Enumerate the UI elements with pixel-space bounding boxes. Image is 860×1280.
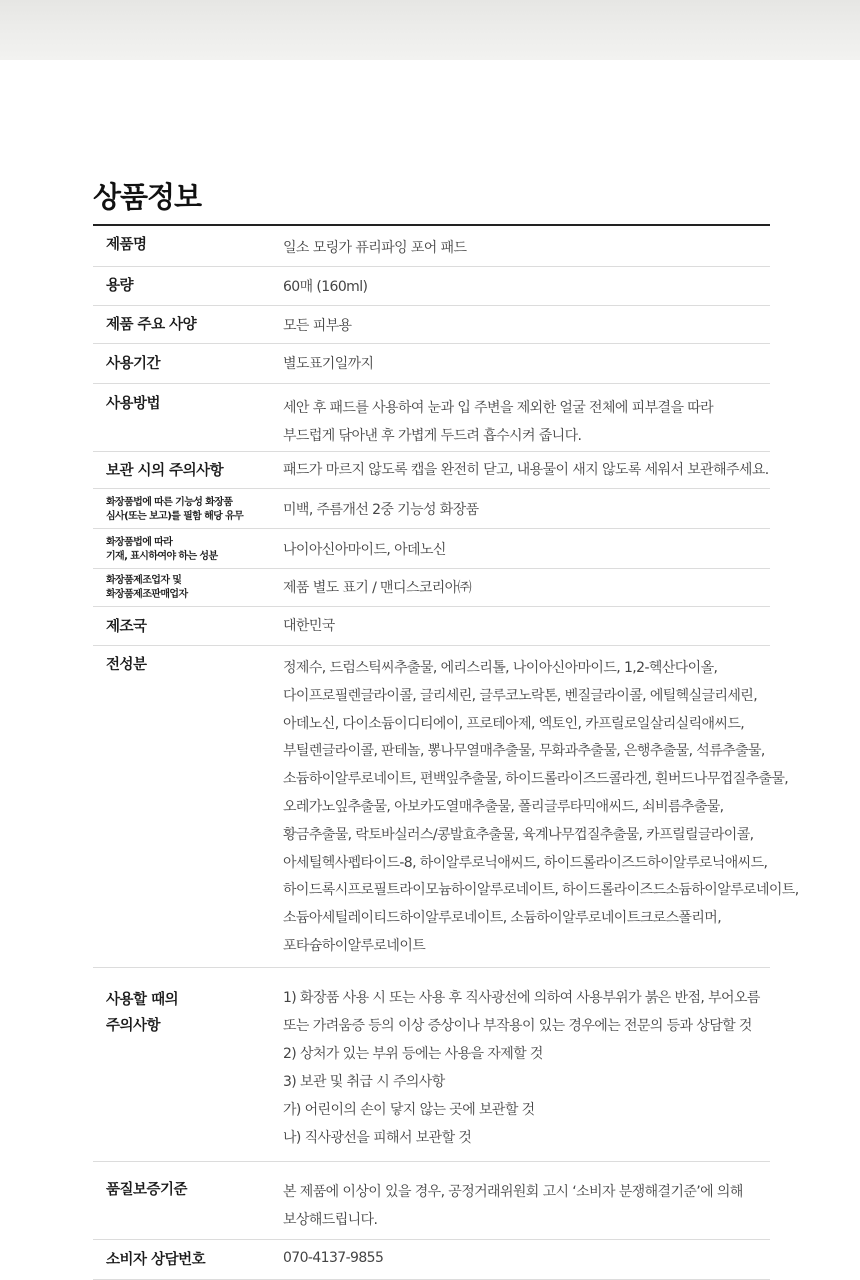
info-value bbox=[283, 529, 770, 568]
info-label bbox=[93, 452, 283, 488]
info-value-line: 070-4137-9855 bbox=[283, 1250, 384, 1266]
info-label bbox=[93, 267, 283, 305]
info-row bbox=[93, 489, 770, 529]
info-label-line: 기재, 표시하여야 하는 성분 bbox=[106, 551, 218, 562]
info-value-line: 다이프로필렌글라이콜, 글리세린, 글루코노락톤, 벤질글라이콜, 에틸헥실글리세린, bbox=[283, 687, 758, 704]
info-label-line: 화장품제조업자 및 bbox=[106, 575, 182, 586]
info-value-line: 부틸렌글라이콜, 판테놀, 뽕나무열매추출물, 무화과추출물, 은행추출물, 석류추출물, bbox=[283, 743, 765, 760]
info-value-line: 가) 어린이의 손이 닿지 않는 곳에 보관할 것 bbox=[283, 1102, 535, 1118]
info-value-line: 3) 보관 및 취급 시 주의사항 bbox=[283, 1074, 445, 1090]
info-row bbox=[93, 384, 770, 452]
info-label-line: 주의사항 bbox=[106, 1018, 161, 1034]
info-label bbox=[93, 489, 283, 528]
info-label-line: 보관 시의 주의사항 bbox=[106, 463, 224, 479]
product-info-table bbox=[93, 224, 799, 1280]
info-value bbox=[283, 1240, 770, 1279]
info-value-line: 본 제품에 이상이 있을 경우, 공정거래위원회 고시 ‘소비자 분쟁해결기준’에 의해 bbox=[283, 1184, 743, 1200]
info-label-line: 사용방법 bbox=[106, 396, 161, 412]
info-row bbox=[93, 529, 770, 569]
info-value bbox=[283, 646, 799, 967]
info-value-line: 부드럽게 닦아낸 후 가볍게 두드려 흡수시켜 줍니다. bbox=[283, 428, 582, 444]
info-value bbox=[283, 384, 770, 451]
page-title: 상품정보 bbox=[93, 180, 202, 214]
info-label-line: 제품 주요 사양 bbox=[106, 317, 197, 333]
info-value-line: 제품 별도 표기 / 맨디스코리아㈜ bbox=[283, 580, 472, 596]
info-value bbox=[283, 968, 770, 1161]
info-value bbox=[283, 452, 770, 488]
info-label-line: 사용할 때의 bbox=[106, 992, 179, 1008]
info-value-line: 오레가노잎추출물, 아보카도열매추출물, 폴리글루타믹애씨드, 쇠비름추출물, bbox=[283, 798, 724, 815]
info-row bbox=[93, 1240, 770, 1280]
info-value-line: 아세틸헥사펩타이드-8, 하이알루로닉애씨드, 하이드롤라이즈드하이알루로닉애씨드, bbox=[283, 854, 768, 871]
info-label bbox=[93, 1240, 283, 1279]
info-row bbox=[93, 646, 799, 968]
info-value bbox=[283, 267, 770, 305]
info-value-line: 60매 (160ml) bbox=[283, 279, 368, 295]
info-label bbox=[93, 569, 283, 606]
info-label-line: 제품명 bbox=[106, 237, 147, 253]
info-label-line: 심사(또는 보고)를 필함 해당 유무 bbox=[106, 511, 244, 522]
info-row bbox=[93, 1162, 770, 1240]
info-label bbox=[93, 646, 283, 967]
info-value bbox=[283, 489, 770, 528]
info-value bbox=[283, 226, 770, 266]
info-value-line: 또는 가려움증 등의 이상 증상이나 부작용이 있는 경우에는 전문의 등과 상담할 것 bbox=[283, 1018, 752, 1034]
info-label-line: 사용기간 bbox=[106, 356, 161, 372]
info-value-line: 세안 후 패드를 사용하여 눈과 입 주변을 제외한 얼굴 전체에 피부결을 따라 bbox=[283, 400, 714, 416]
info-value-line: 소듐아세틸레이티드하이알루로네이트, 소듐하이알루로네이트크로스폴리머, bbox=[283, 910, 722, 927]
info-label bbox=[93, 306, 283, 343]
info-label bbox=[93, 384, 283, 451]
info-row bbox=[93, 968, 770, 1162]
top-banner-strip bbox=[0, 0, 860, 60]
info-label-line: 화장품법에 따라 bbox=[106, 537, 173, 548]
info-value-line: 미백, 주름개선 2중 기능성 화장품 bbox=[283, 502, 479, 518]
info-label-line: 제조국 bbox=[106, 619, 147, 635]
info-row bbox=[93, 344, 770, 384]
info-value-line: 정제수, 드럼스틱씨추출물, 에리스리톨, 나이아신아마이드, 1,2-헥산다이올, bbox=[283, 660, 718, 676]
info-value bbox=[283, 1162, 770, 1239]
info-value-line: 별도표기일까지 bbox=[283, 356, 374, 372]
info-value bbox=[283, 607, 770, 645]
info-row bbox=[93, 569, 770, 607]
info-value-line: 보상해드립니다. bbox=[283, 1212, 378, 1228]
info-value-line: 일소 모링가 퓨리파잉 포어 패드 bbox=[283, 240, 467, 256]
info-label-line: 전성분 bbox=[106, 657, 147, 673]
info-row bbox=[93, 607, 770, 646]
info-value-line: 대한민국 bbox=[283, 618, 335, 634]
info-label-line: 화장품제조판매업자 bbox=[106, 589, 188, 600]
info-label bbox=[93, 226, 283, 266]
info-row bbox=[93, 452, 770, 489]
info-value bbox=[283, 306, 770, 343]
info-value-line: 나) 직사광선을 피해서 보관할 것 bbox=[283, 1130, 472, 1146]
info-label bbox=[93, 968, 283, 1161]
info-label bbox=[93, 1162, 283, 1239]
info-label-line: 소비자 상담번호 bbox=[106, 1252, 206, 1268]
info-row bbox=[93, 226, 770, 267]
info-value-line: 패드가 마르지 않도록 캡을 완전히 닫고, 내용물이 새지 않도록 세워서 보관해주세요. bbox=[283, 462, 769, 478]
info-value-line: 하이드록시프로필트라이모늄하이알루로네이트, 하이드롤라이즈드소듐하이알루로네이트, bbox=[283, 882, 799, 899]
info-label bbox=[93, 529, 283, 568]
info-value bbox=[283, 569, 770, 606]
info-value-line: 나이아신아마이드, 아데노신 bbox=[283, 542, 446, 558]
info-label-line: 화장품법에 따른 기능성 화장품 bbox=[106, 497, 233, 508]
info-value-line: 포타슘하이알루로네이트 bbox=[283, 937, 426, 954]
info-row bbox=[93, 306, 770, 344]
info-label-line: 품질보증기준 bbox=[106, 1182, 188, 1198]
info-value-line: 황금추출물, 락토바실러스/콩발효추출물, 육계나무껍질추출물, 카프릴릴글라이콜, bbox=[283, 826, 754, 843]
info-value-line: 2) 상처가 있는 부위 등에는 사용을 자제할 것 bbox=[283, 1046, 543, 1062]
info-label-line: 용량 bbox=[106, 278, 134, 294]
info-value-line: 소듐하이알루로네이트, 편백잎추출물, 하이드롤라이즈드콜라겐, 흰버드나무껍질추출물, bbox=[283, 771, 789, 788]
info-label bbox=[93, 344, 283, 383]
info-value-line: 아데노신, 다이소듐이디티에이, 프로테아제, 엑토인, 카프릴로일살리실릭애씨드, bbox=[283, 715, 745, 732]
info-value bbox=[283, 344, 770, 383]
info-value-line: 모든 피부용 bbox=[283, 318, 352, 334]
info-label bbox=[93, 607, 283, 645]
info-value-line: 1) 화장품 사용 시 또는 사용 후 직사광선에 의하여 사용부위가 붉은 반점, 부어오름 bbox=[283, 990, 760, 1006]
info-row bbox=[93, 267, 770, 306]
